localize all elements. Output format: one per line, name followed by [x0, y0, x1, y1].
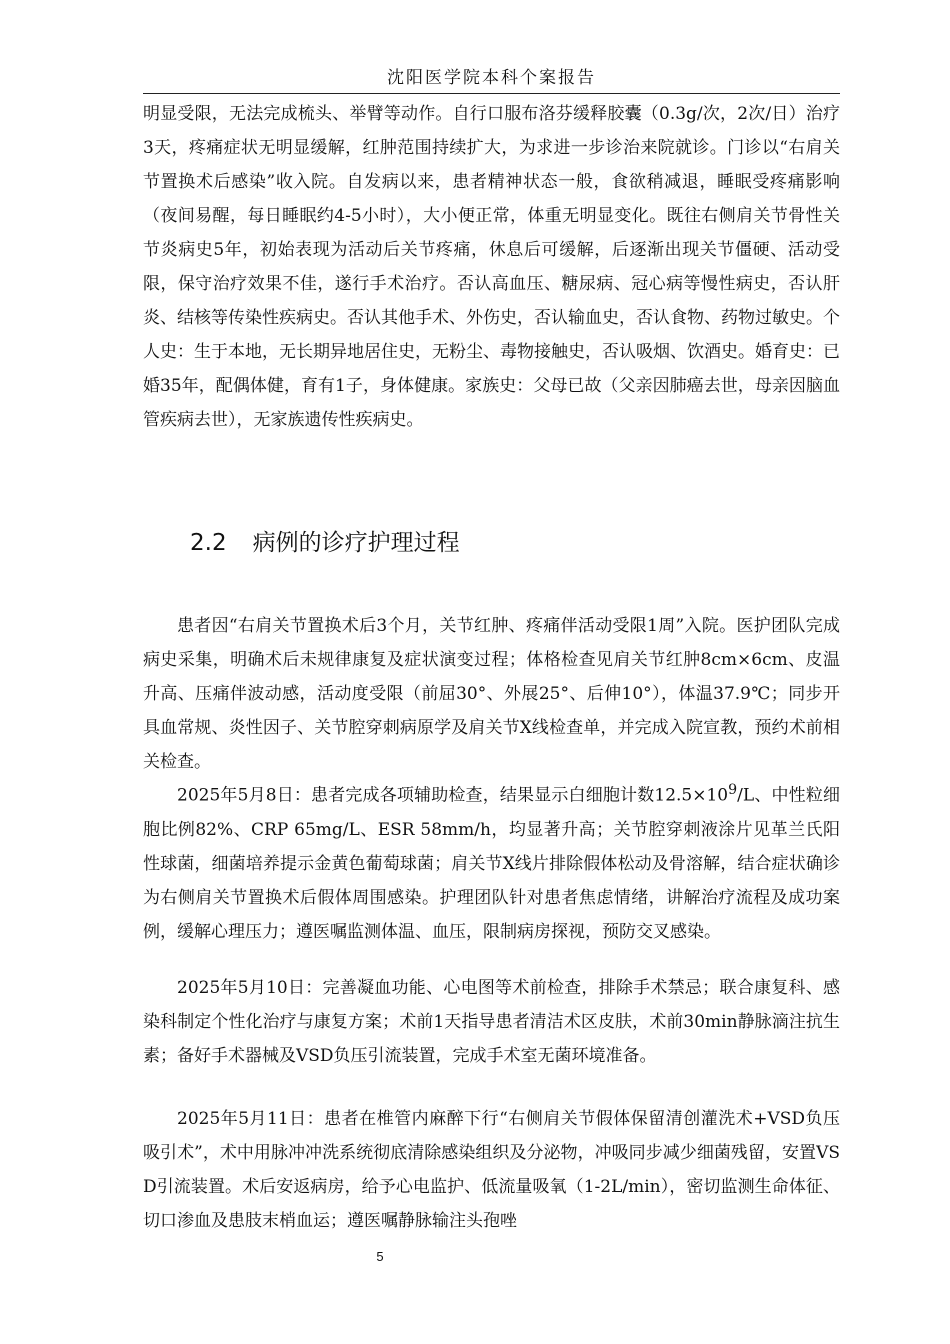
body-paragraph-continued: 明显受限，无法完成梳头、举臂等动作。自行口服布洛芬缓释胶囊（0.3g/次，2次/日）治疗3天，疼痛症状无明显缓解，红肿范围持续扩大，为求进一步诊治来院就诊。门诊以“右肩关节置换术后感染”收入院。自发病以来，患者精神状态一般，食欲稍减退，睡眠受疼痛影响（夜间易醒，每日睡眠约4-5小时），大小便正常，体重无明显变化。既往右侧肩关节骨性关节炎病史5年，初始表现为活动后关节疼痛，休息后可缓解，后逐渐出现关节僵硬、活动受限，保守治疗效果不佳，遂行手术治疗。否认高血压、糖尿病、冠心病等慢性病史，否认肝炎、结核等传染性疾病史。否认其他手术、外伤史，否认输血史，否认食物、药物过敏史。个人史：生于本地，无长期异地居住史，无粉尘、毒物接触史，否认吸烟、饮酒史。婚育史：已婚35年，配偶体健，育有1子，身体健康。家族史：父母已故（父亲因肺癌去世，母亲因脑血管疾病去世），无家族遗传性疾病史。 [143, 104, 840, 430]
paragraph-text-part: /L、中性粒细胞比例82%、CRP 65mg/L、ESR 58mm/h，均显著升高；关节腔穿刺液涂片见革兰氏阳性球菌，细菌培养提示金黄色葡萄球菌；肩关节X线片排除假体松动及骨溶解，结合症状确诊为右侧肩关节置换术后假体周围感染。护理团队针对患者焦虑情绪，讲解治疗流程及成功案例，缓解心理压力；遵医嘱监测体温、血压，限制病房探视，预防交叉感染。 [143, 785, 840, 942]
section-heading [190, 525, 460, 561]
section-title: 病例的诊疗护理过程 [252, 530, 460, 556]
paragraph-text-part: 2025年5月8日：患者完成各项辅助检查，结果显示白细胞计数12.5×10 [177, 785, 729, 806]
body-paragraph-may-11: 2025年5月11日：患者在椎管内麻醉下行“右侧肩关节假体保留清创灌洗术+VSD负压吸引术”，术中用脉冲冲洗系统彻底清除感染组织及分泌物，冲吸同步减少细菌残留，安置VSD引流装置。术后安返病房，给予心电监护、低流量吸氧（1-2L/min），密切监测生命体征、切口渗血及患肢末梢血运；遵医嘱静脉输注头孢唑 [143, 1109, 840, 1231]
section-number: 2.2 [190, 530, 227, 556]
superscript-exponent: 9 [728, 782, 738, 798]
body-paragraph-may-10: 2025年5月10日：完善凝血功能、心电图等术前检查，排除手术禁忌；联合康复科、感染科制定个性化治疗与康复方案；术前1天指导患者清洁术区皮肤，术前30min静脉滴注抗生素；备好手术器械及VSD负压引流装置，完成手术室无菌环境准备。 [143, 978, 840, 1066]
body-paragraph-admission: 患者因“右肩关节置换术后3个月，关节红肿、疼痛伴活动受限1周”入院。医护团队完成病史采集，明确术后未规律康复及症状演变过程；体格检查见肩关节红肿8cm×6cm、皮温升高、压痛伴波动感，活动度受限（前屈30°、外展25°、后伸10°），体温37.9℃；同步开具血常规、炎性因子、关节腔穿刺病原学及肩关节X线检查单，并完成入院宣教，预约术前相关检查。 [143, 616, 840, 772]
body-paragraph-may-8 [143, 773, 840, 949]
page-header: 沈阳医学院本科个案报告 [387, 68, 596, 88]
header-rule [143, 93, 840, 94]
page-number: 5 [376, 1249, 384, 1264]
